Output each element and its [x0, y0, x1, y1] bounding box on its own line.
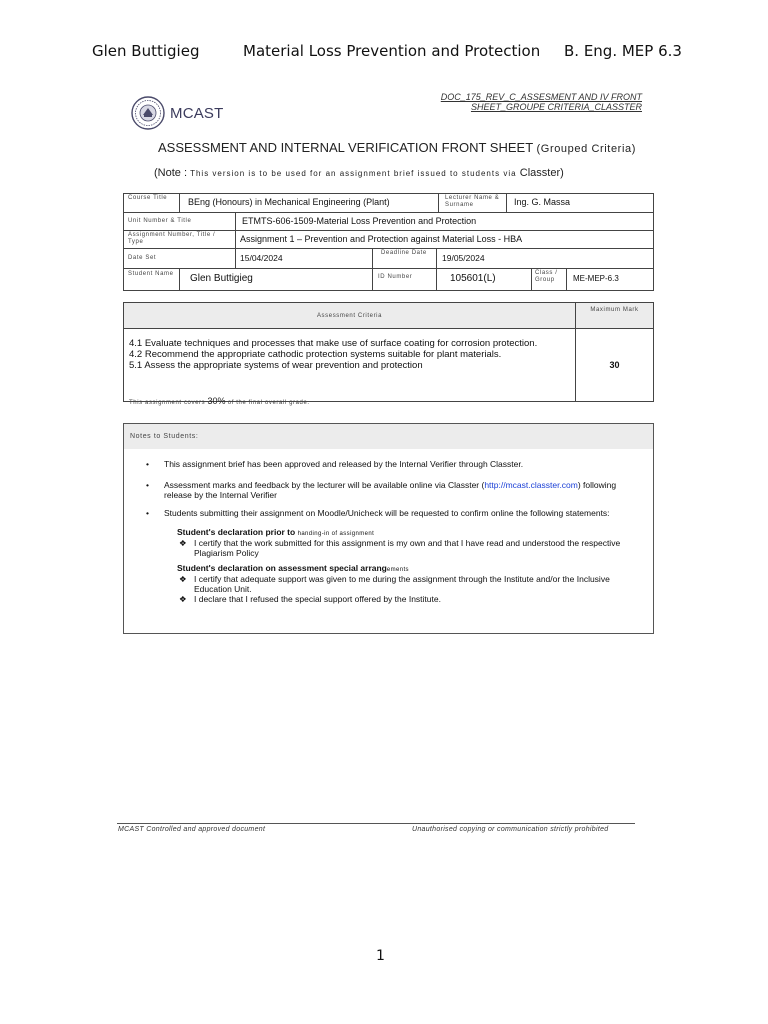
- header-subject: Material Loss Prevention and Protection: [243, 42, 541, 60]
- version-note-prefix: (Note :: [154, 167, 191, 179]
- classter-link[interactable]: http://mcast.classter.com: [484, 480, 578, 490]
- declaration-2-item-2: I declare that I refused the special support offered by the Institute.: [194, 594, 441, 604]
- sheet-title-suffix: (Grouped Criteria): [536, 143, 636, 155]
- sheet-title: [158, 140, 636, 155]
- bullet-dot: •: [146, 480, 149, 490]
- logo-text: MCAST: [170, 104, 224, 122]
- note-bullet-3: Students submitting their assignment on Moodle/Unicheck will be requested to confirm online the following statements:: [164, 508, 610, 518]
- grade-coverage-suffix: of the final overall grade.: [225, 400, 310, 406]
- footer-right: Unauthorised copying or communication strictly prohibited: [412, 826, 609, 833]
- declaration-2-title-small: ements: [386, 567, 409, 573]
- note-bullet-1: This assignment brief has been approved and released by the Internal Verifier through Classter.: [164, 459, 524, 469]
- note-bullet-2: [164, 480, 644, 500]
- bullet-dot: •: [146, 459, 149, 469]
- grade-coverage-prefix: This assignment covers: [129, 400, 208, 406]
- diamond-bullet-icon: ❖: [179, 538, 187, 548]
- id-label: ID Number: [378, 274, 413, 280]
- diamond-bullet-icon: ❖: [179, 574, 187, 584]
- declaration-2-title-main: Student's declaration on assessment special arrang: [177, 563, 387, 573]
- lecturer-value: Ing. G. Massa: [514, 197, 571, 207]
- version-note: [154, 167, 564, 179]
- date-set-label: Date Set: [128, 255, 157, 261]
- version-note-body: This version is to be used for an assignment brief issued to students via: [190, 169, 520, 178]
- header-author: Glen Buttigieg: [92, 42, 200, 60]
- unit-value: ETMTS-606-1509-Material Loss Prevention and Protection: [242, 216, 477, 226]
- header-course-code: B. Eng. MEP 6.3: [564, 42, 682, 60]
- deadline-label: Deadline Date: [381, 250, 427, 256]
- id-value: 105601(L): [450, 273, 496, 284]
- course-title-value: BEng (Honours) in Mechanical Engineering (Plant): [188, 197, 390, 207]
- max-mark-header: Maximum Mark: [590, 307, 639, 313]
- grade-coverage-pct: 30%: [207, 396, 226, 406]
- declaration-2-item-1: I certify that adequate support was given to me during the assignment through the Institute and/or the Inclusive Education Unit.: [194, 574, 610, 594]
- page-number: 1: [376, 948, 385, 964]
- declaration-1-title-main: Student's declaration prior to: [177, 527, 296, 537]
- criterion-item: 4.1 Evaluate techniques and processes that make use of surface coating for corrosion protection.: [129, 338, 538, 349]
- lecturer-label: Lecturer Name & Surname: [445, 195, 500, 208]
- note-bullet-2-a: Assessment marks and feedback by the lecturer will be available online via Classter (: [164, 480, 485, 490]
- mcast-seal-icon: [131, 96, 165, 130]
- footer-rule: [117, 823, 635, 824]
- bullet-dot: •: [146, 508, 149, 518]
- criteria-list: [129, 338, 569, 371]
- assignment-label: Assignment Number, Title / Type: [128, 232, 216, 245]
- criterion-item: 5.1 Assess the appropriate systems of wear prevention and protection: [129, 360, 423, 371]
- max-mark-value: 30: [609, 360, 620, 370]
- criteria-header: Assessment Criteria: [316, 313, 383, 319]
- version-note-tail: Classter): [519, 167, 564, 179]
- class-label: Class / Group: [535, 270, 558, 283]
- declaration-1-title-small: handing-in of assignment: [297, 531, 375, 537]
- grade-coverage: [129, 391, 310, 409]
- student-label: Student Name: [128, 271, 174, 277]
- course-title-label: Course Title: [128, 195, 168, 201]
- notes-header-band: [124, 424, 653, 449]
- declaration-1-item: I certify that the work submitted for this assignment is my own and that I have read and understood the respective Plagiarism Policy: [194, 538, 621, 558]
- deadline-value: 19/05/2024: [442, 253, 485, 263]
- date-set-value: 15/04/2024: [240, 253, 283, 263]
- mcast-logo: [131, 96, 224, 130]
- criterion-item: 4.2 Recommend the appropriate cathodic protection systems suitable for plant materials.: [129, 349, 502, 360]
- class-value: ME-MEP-6.3: [573, 274, 619, 283]
- diamond-bullet-icon: ❖: [179, 594, 187, 604]
- document-reference: DOC_175_REV_C_ASSESMENT AND IV FRONT SHEET_GROUPE CRITERIA_CLASSTER: [440, 92, 642, 112]
- notes-header: Notes to Students:: [130, 433, 199, 440]
- unit-label: Unit Number & Title: [128, 218, 192, 224]
- assignment-value: Assignment 1 – Prevention and Protection against Material Loss - HBA: [240, 234, 523, 244]
- sheet-title-main: ASSESSMENT AND INTERNAL VERIFICATION FRONT SHEET: [158, 140, 533, 155]
- note-bullet-2-b: ) following release by the Internal Verifier: [164, 480, 617, 500]
- student-value: Glen Buttigieg: [190, 273, 253, 284]
- footer-left: MCAST Controlled and approved document: [118, 826, 266, 833]
